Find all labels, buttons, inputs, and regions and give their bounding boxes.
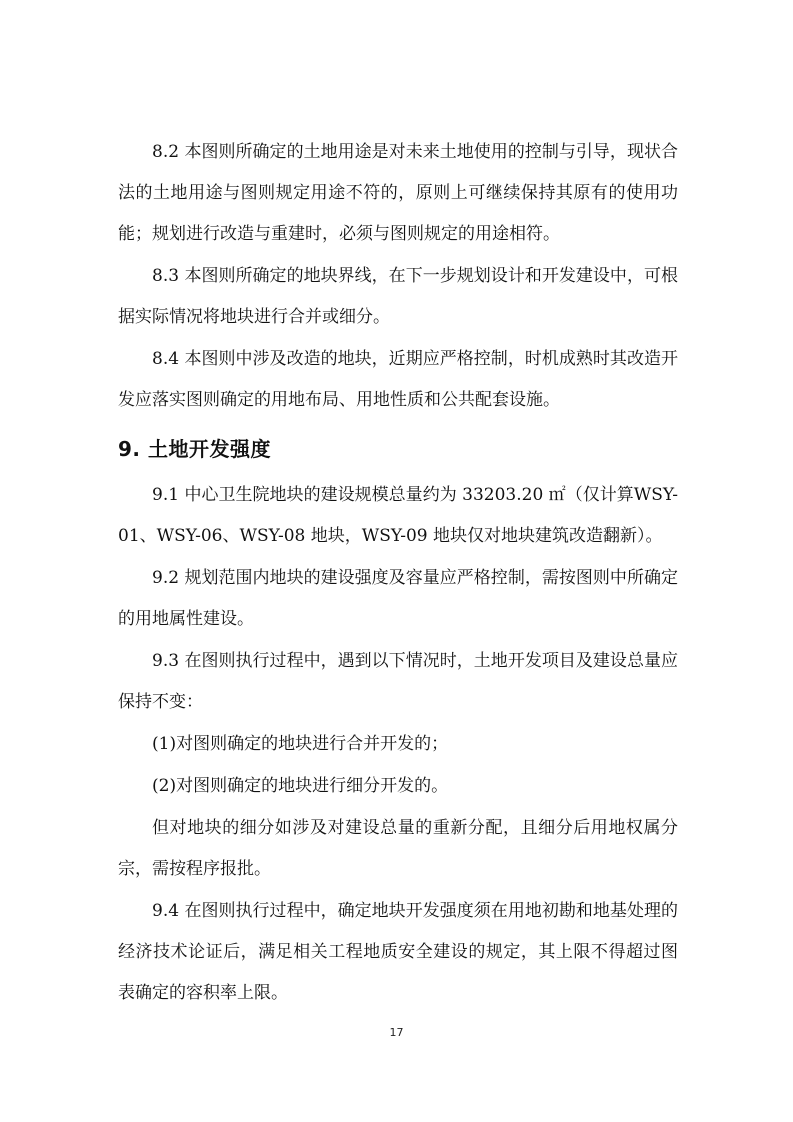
paragraph-9-3: 9.3 在图则执行过程中，遇到以下情况时，土地开发项目及建设总量应保持不变：: [118, 651, 678, 712]
paragraph-9-4: 9.4 在图则执行过程中，确定地块开发强度须在用地初勘和地基处理的经济技术论证后，满足相关工程地质安全建设的规定，其上限不得超过图表确定的容积率上限。: [118, 901, 678, 1003]
paragraph-8-2: 8.2 本图则所确定的土地用途是对未来土地使用的控制与引导，现状合法的土地用途与图则规定用途不符的，原则上可继续保持其原有的使用功能；规划进行改造与重建时，必须与图则规定的用途相符。: [118, 142, 678, 244]
paragraph-subdivision-note: 但对地块的细分如涉及对建设总量的重新分配，且细分后用地权属分宗，需按程序报批。: [118, 818, 678, 879]
paragraph-9-1: 9.1 中心卫生院地块的建设规模总量约为 33203.20 ㎡（仅计算WSY-01、WSY-06、WSY-08 地块，WSY-09 地块仅对地块建筑改造翻新）。: [118, 485, 678, 546]
section-heading-9: 9. 土地开发强度: [118, 437, 271, 461]
document-body: [118, 132, 678, 1014]
page-number: 17: [389, 1026, 404, 1039]
paragraph-9-2: 9.2 规划范围内地块的建设强度及容量应严格控制，需按图则中所确定的用地属性建设。: [118, 568, 678, 629]
list-item-2: (2)对图则确定的地块进行细分开发的。: [152, 776, 449, 796]
paragraph-8-4: 8.4 本图则中涉及改造的地块，近期应严格控制，时机成熟时其改造开发应落实图则确定的用地布局、用地性质和公共配套设施。: [118, 349, 678, 410]
paragraph-8-3: 8.3 本图则所确定的地块界线，在下一步规划设计和开发建设中，可根据实际情况将地块进行合并或细分。: [118, 266, 678, 327]
list-item-1: (1)对图则确定的地块进行合并开发的；: [152, 734, 449, 754]
